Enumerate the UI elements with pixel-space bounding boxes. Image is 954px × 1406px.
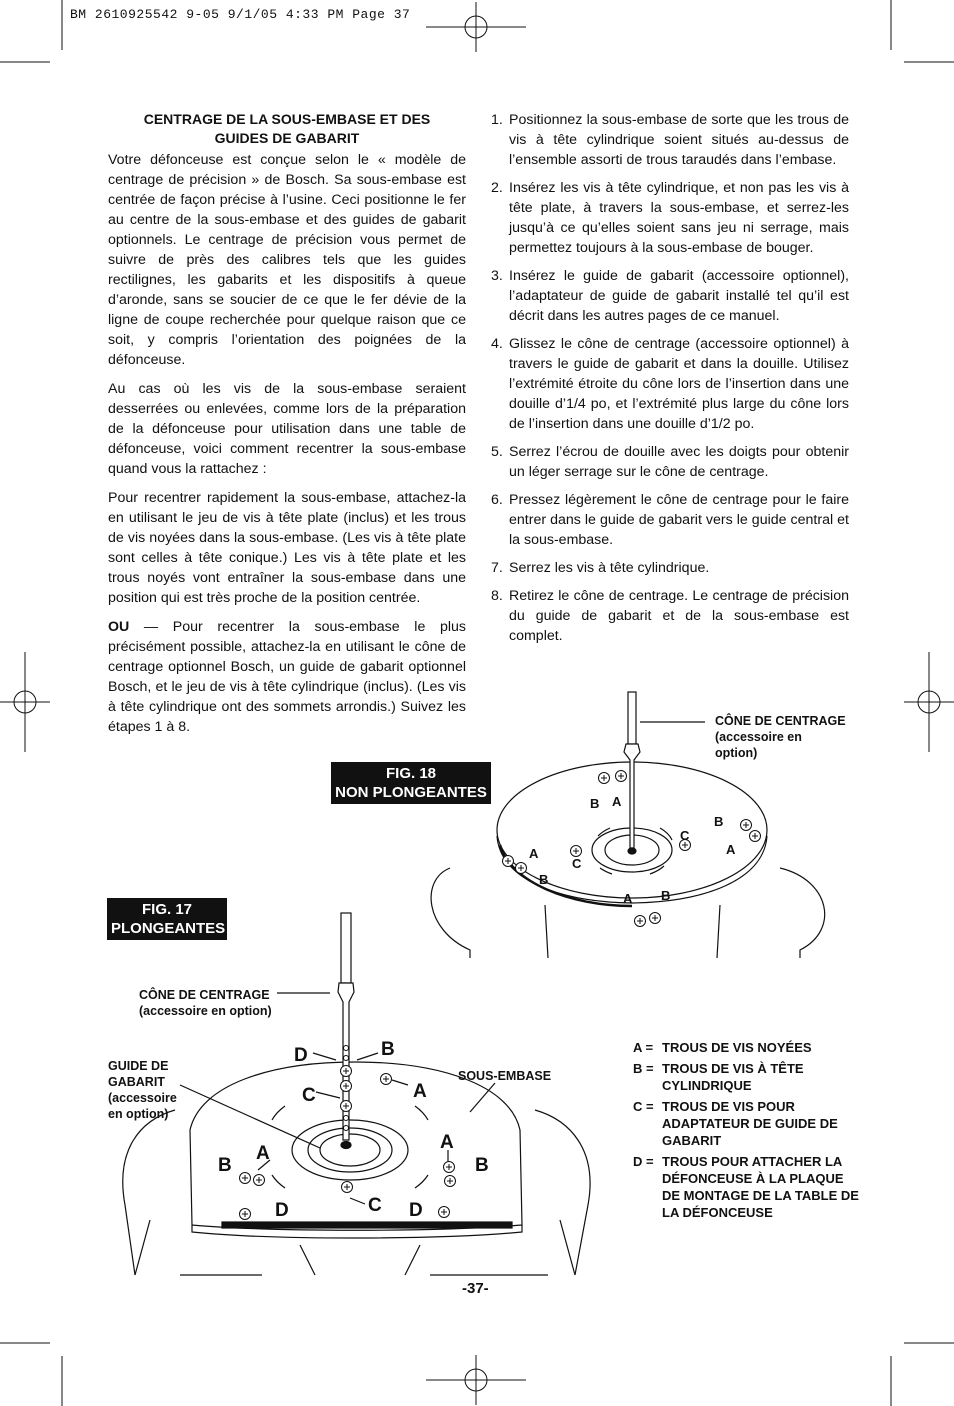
fig18-screw-a — [616, 771, 627, 782]
fig17-letter-c: C — [368, 1195, 382, 1216]
fig17-label — [107, 898, 227, 940]
section-heading-line1: CENTRAGE DE LA SOUS-EMBASE ET DES — [143, 111, 431, 127]
fig17-letter-b: B — [475, 1155, 489, 1176]
legend-text: TROUS POUR ATTACHER LA DÉFONCEUSE À LA PLAQUE DE MONTAGE DE LA TABLE DE LA DÉFONCEUSE — [662, 1154, 859, 1220]
fig18-left-handle — [431, 868, 470, 958]
fig17-letter-b: B — [218, 1155, 232, 1176]
legend-row — [633, 1153, 863, 1221]
fig17-screw-b — [445, 1176, 456, 1187]
legend-text: TROUS DE VIS POUR ADAPTATEUR DE GUIDE DE GABARIT — [662, 1099, 838, 1148]
fig17-screw-c — [342, 1182, 353, 1193]
print-slug: BM 2610925542 9-05 9/1/05 4:33 PM Page 37 — [70, 7, 411, 22]
fig18-cone-shaft — [628, 692, 636, 744]
fig17-letter-a: A — [256, 1143, 270, 1164]
fig17-drawing — [123, 913, 590, 1275]
fig17-screw-a — [254, 1175, 265, 1186]
legend-key: D = — [633, 1154, 654, 1169]
step-number: 4. — [491, 336, 503, 352]
legend-row — [633, 1039, 863, 1056]
fig17-screw-b — [341, 1081, 352, 1092]
step-text: Insérez le guide de gabarit (accessoire optionnel), l’adaptateur de guide de gabarit installé tel qu’il est décrit dans les autres pages de ce manuel. — [509, 268, 849, 324]
fig18-letter-b: B — [539, 872, 549, 887]
fig17-motor-body — [300, 1245, 420, 1275]
legend-key: A = — [633, 1040, 654, 1055]
section-heading-line2: GUIDES DE GABARIT — [214, 130, 360, 146]
fig18-letter-b: B — [590, 796, 600, 811]
fig17-letter-d: D — [275, 1200, 289, 1221]
fig18-screw-b — [599, 773, 610, 784]
fig18-screw-b — [516, 863, 527, 874]
fig17-screw-d — [439, 1207, 450, 1218]
step-text: Serrez les vis à tête cylindrique. — [509, 560, 710, 576]
step-number: 2. — [491, 180, 503, 196]
fig17-sub-base-rim — [222, 1222, 512, 1228]
fig17-letter-d: D — [409, 1200, 423, 1221]
fig17-letter-b: B — [381, 1039, 395, 1060]
fig18-screw-c — [571, 846, 582, 857]
fig18-label — [331, 762, 491, 804]
fig18-screw-a — [503, 856, 514, 867]
fig18-letter-c: C — [680, 828, 690, 843]
fig18-collet — [628, 848, 636, 854]
or-lead: OU — [108, 619, 130, 635]
fig17-d-leader — [313, 1053, 336, 1060]
fig17-b-leader — [357, 1053, 378, 1060]
step-text: Retirez le cône de centrage. Le centrage de précision du guide de gabarit et de la sous-embase est complet. — [509, 588, 849, 644]
fig17-cone-shaft — [341, 913, 351, 983]
fig17-guide-line1: GUIDE DE — [108, 1059, 169, 1073]
fig17-screw-d — [240, 1209, 251, 1220]
fig17-right-post — [535, 1110, 590, 1275]
step-number: 5. — [491, 444, 503, 460]
fig18-screw-a — [635, 916, 646, 927]
fig17-letter-a: A — [413, 1081, 427, 1102]
legend-key: C = — [633, 1099, 654, 1114]
fig18-callout-line1: CÔNE DE CENTRAGE — [715, 714, 846, 728]
fig18-callout-line2: (accessoire en — [715, 730, 802, 744]
fig17-letter-d: D — [294, 1045, 308, 1066]
step-number: 7. — [491, 560, 503, 576]
step-number: 6. — [491, 492, 503, 508]
fig18-label-line2: NON PLONGEANTES — [335, 784, 487, 801]
fig17-guide-line3: (accessoire — [108, 1091, 177, 1105]
fig17-subbase-callout: SOUS-EMBASE — [458, 1069, 552, 1083]
fig17-screw-a — [444, 1162, 455, 1173]
fig17-axis-dot — [344, 1116, 349, 1121]
paragraph-quick-recenter: Pour recentrer rapidement la sous-embase, attachez-la en utilisant le jeu de vis à tête plate (inclus) et les trous de vis noyées dans la sous-embase. (Les vis à tête plate sont celles à tête conique.) Les vis à tête plate et les trous noyés vont entraîner la sous-embase dans une position qui est très proche de la position centrée. — [108, 490, 466, 606]
fig18-cone-callout — [715, 713, 846, 761]
fig18-letter-a: A — [612, 794, 622, 809]
step-text: Positionnez la sous-embase de sorte que les trous de vis à tête cylindrique soient situés au-dessus de l’ensemble assorti de trous taraudés dans l’embase. — [509, 112, 849, 168]
fig18-letter-b: B — [714, 814, 724, 829]
step-number: 1. — [491, 112, 503, 128]
fig18-screw-a — [750, 831, 761, 842]
step-number: 3. — [491, 268, 503, 284]
fig17-cone-line2: (accessoire en option) — [139, 1004, 272, 1018]
fig17-guide-line4: en option) — [108, 1107, 169, 1121]
step-text: Pressez légèrement le cône de centrage pour le faire entrer dans le guide de gabarit vers le guide central et la sous-embase. — [509, 492, 849, 548]
fig18-letter-c: C — [572, 856, 582, 871]
fig17-guide-line2: GABARIT — [108, 1075, 165, 1089]
fig17-cone-line1: CÔNE DE CENTRAGE — [139, 988, 270, 1002]
fig18-letter-a: A — [623, 891, 633, 906]
legend-text: TROUS DE VIS À TÊTE CYLINDRIQUE — [662, 1061, 804, 1093]
legend — [633, 1039, 863, 1225]
fig18-letter-b: B — [661, 888, 671, 903]
fig18-letter-a: A — [726, 842, 736, 857]
fig17-label-line2: PLONGEANTES — [111, 920, 226, 937]
fig17-axis-dot — [344, 1046, 349, 1051]
fig17-axis-dot — [344, 1126, 349, 1131]
paragraph-loose-screws: Au cas où les vis de la sous-embase seraient desserrées ou enlevées, comme lors de la préparation de la défonceuse pour utilisation dans une table de défonceuse, voici comment recentrer la sous-embase quand vous la rattachez : — [108, 381, 466, 477]
fig17-label-line1: FIG. 17 — [141, 901, 193, 918]
fig18-screw-b — [741, 820, 752, 831]
step-text: Serrez l’écrou de douille avec les doigts pour obtenir un léger serrage sur le cône de centrage. — [509, 444, 849, 480]
fig17-letter-c: C — [302, 1085, 316, 1106]
paragraph-precise-text: — Pour recentrer la sous-embase le plus précisément possible, attachez-la en utilisant le cône de centrage optionnel Bosch, un guide de gabarit optionnel Bosch, et le jeu de vis à tête cylindrique (inclus). (Les vis à tête cylindrique ont des sommets arrondis.) Suivez les étapes 1 à 8. — [108, 619, 466, 735]
fig17-sub-base — [190, 1062, 522, 1230]
legend-row — [633, 1098, 863, 1149]
fig18-right-handle — [780, 868, 825, 958]
fig18-motor-body — [545, 905, 720, 958]
fig17-axis-dot — [344, 1056, 349, 1061]
fig17-screw-c — [341, 1101, 352, 1112]
step-number: 8. — [491, 588, 503, 604]
fig17-guide-callout — [108, 1058, 177, 1122]
fig17-letter-a: A — [440, 1132, 454, 1153]
fig18-callout-line3: option) — [715, 746, 758, 760]
paragraph-intro: Votre défonceuse est conçue selon le « modèle de centrage de précision » de Bosch. Sa sous-embase est centrée de façon précise à l’usine. Ceci positionne le fer au centre de la sous-embase et des guides de gabarit optionnels. Le centrage de précision vous permet de suivre de près des calibres tels que les guides rectilignes, les gabarits et les dispositifs à queue d’aronde, sans se soucier de ce que le fer dévie de la ligne de coupe recherchée pour quelque raison que ce soit, y compris l’orientation des poignées de la défonceuse. — [108, 152, 466, 368]
fig17-collet — [341, 1142, 351, 1149]
fig18-label-line1: FIG. 18 — [385, 765, 437, 782]
fig17-left-post — [123, 1110, 175, 1275]
fig17-screw-a — [381, 1074, 392, 1085]
fig17-cone-callout — [139, 987, 272, 1019]
legend-text: TROUS DE VIS NOYÉES — [662, 1040, 812, 1055]
fig17-screw-b — [240, 1173, 251, 1184]
page-number: -37- — [462, 1280, 489, 1297]
fig18-screw-b — [650, 913, 661, 924]
legend-row — [633, 1060, 863, 1094]
step-text: Glissez le cône de centrage (accessoire optionnel) à travers le guide de gabarit et dans la douille. Utilisez l’extrémité étroite du cône lors de l’insertion dans une douille d’1/4 po, et l’extrémité plus large du cône lors de l’insertion dans une douille d’1/2 po. — [509, 336, 849, 432]
legend-key: B = — [633, 1061, 654, 1076]
fig17-screw-d — [341, 1066, 352, 1077]
fig18-letter-a: A — [529, 846, 539, 861]
step-text: Insérez les vis à tête cylindrique, et non pas les vis à tête plate, à travers la sous-embase, et serrez-les jusqu’à ce qu’elles soient sans jeu ni serrage, mais permettez toujours à la sous-embase de bouger. — [509, 180, 849, 256]
